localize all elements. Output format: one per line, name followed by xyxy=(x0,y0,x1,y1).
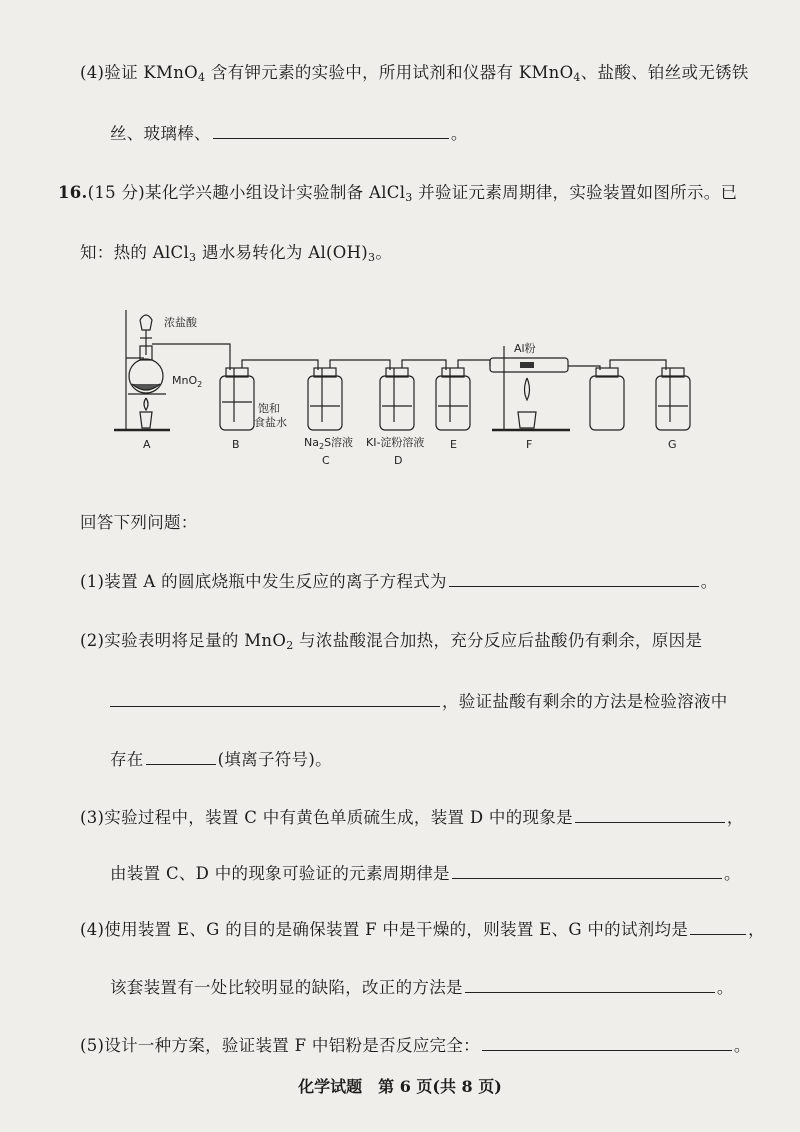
answer-blank[interactable] xyxy=(452,862,722,879)
tube-c-d xyxy=(330,360,390,370)
label-A: A xyxy=(143,438,151,451)
sub-question-2-line3: 存在 (填离子符号)。 xyxy=(110,750,332,769)
sub-question-2-line2: ，验证盐酸有剩余的方法是检验溶液中 xyxy=(110,690,728,713)
empty-bottle xyxy=(590,376,624,430)
question-number: (1) xyxy=(80,572,105,591)
q16-stem-line1: 16.(15 分)某化学兴趣小组设计实验制备 AlCl$_3$ 并验证元素周期律，实验装置如图所示。已 xyxy=(58,183,738,204)
page-footer: 化学试题 第 6 页(共 8 页) xyxy=(298,1077,502,1096)
q15-part4-line1: (4)验证 KMnO$_4$ 含有钾元素的实验中，所用试剂和仪器有 KMnO$_4$、盐酸、铂丝或无锈铁 xyxy=(80,63,749,84)
question-number: (4) xyxy=(80,920,105,939)
answer-prompt: 回答下列问题： xyxy=(80,513,198,532)
q16-stem-line2: 知：热的 AlCl$_3$ 遇水易转化为 $Al(OH)_3$。 xyxy=(80,243,393,264)
sub-question-4-line2: 该套装置有一处比较明显的缺陷，改正的方法是 。 xyxy=(110,978,734,997)
label-E: E xyxy=(450,438,457,451)
sub-question-3-line1: (3)实验过程中，装置 C 中有黄色单质硫生成，装置 D 中的现象是 ， xyxy=(80,808,744,827)
question-number: 16. xyxy=(58,183,88,202)
tube-f-empty xyxy=(568,366,600,370)
al-powder-mark xyxy=(520,362,534,368)
label-al-powder: Al粉 xyxy=(514,342,536,355)
score-label: (15 分) xyxy=(87,183,146,202)
label-G: G xyxy=(668,438,677,451)
tube-e-f xyxy=(458,360,490,368)
bottle-c xyxy=(308,376,342,430)
answer-blank[interactable] xyxy=(449,570,699,587)
sub-question-4-line1: (4)使用装置 E、G 的目的是确保装置 F 中是干燥的，则装置 E、G 中的试剂均是 ， xyxy=(80,920,765,939)
label-C: C xyxy=(322,454,330,467)
question-number: (5) xyxy=(80,1036,105,1055)
sub-question-1: (1)装置 A 的圆底烧瓶中发生反应的离子方程式为 。 xyxy=(80,572,718,591)
tube-a-b xyxy=(152,344,230,370)
sub-question-3-line2: 由装置 C、D 中的现象可验证的元素周期律是 。 xyxy=(110,864,741,883)
bottle-e xyxy=(436,376,470,430)
separatory-funnel xyxy=(140,315,152,330)
answer-blank[interactable] xyxy=(465,976,715,993)
answer-blank[interactable] xyxy=(482,1034,732,1051)
question-number: (3) xyxy=(80,808,105,827)
tube-b-c xyxy=(242,360,318,370)
answer-blank[interactable] xyxy=(213,122,449,139)
label-ki-starch: KI-淀粉溶液 xyxy=(366,436,425,449)
label-mno2: MnO$_2$ xyxy=(172,374,203,389)
alcohol-lamp-f xyxy=(518,412,536,428)
label-F: F xyxy=(526,438,533,451)
flame-f xyxy=(525,378,530,400)
label-sat-salt-1: 饱和 xyxy=(258,402,280,415)
answer-blank[interactable] xyxy=(690,918,746,935)
sub-question-2-line1: (2)实验表明将足量的 MnO$_2$ 与浓盐酸混合加热，充分反应后盐酸仍有剩余，原因是 xyxy=(80,631,703,652)
answer-blank[interactable] xyxy=(110,690,440,707)
label-B: B xyxy=(232,438,240,451)
apparatus-diagram xyxy=(110,300,710,480)
label-na2s: $Na_2S$溶液 xyxy=(304,436,354,451)
tube-d-e xyxy=(402,360,446,370)
answer-blank[interactable] xyxy=(146,748,216,765)
sub-question-5: (5)设计一种方案，验证装置 F 中铝粉是否反应完全： 。 xyxy=(80,1036,751,1055)
alcohol-lamp xyxy=(140,412,152,428)
bottle-b xyxy=(220,376,254,430)
q15-part4-line2: 丝、玻璃棒、 。 xyxy=(110,124,468,143)
label-sat-salt-2: 食盐水 xyxy=(254,416,287,429)
question-number: (2) xyxy=(80,631,105,650)
label-conc-hcl: 浓盐酸 xyxy=(164,316,197,329)
flame xyxy=(144,398,148,410)
answer-blank[interactable] xyxy=(575,806,725,823)
bottle-d xyxy=(380,376,414,430)
label-D: D xyxy=(394,454,403,467)
bottle-g xyxy=(656,376,690,430)
question-number: (4) xyxy=(80,63,105,82)
